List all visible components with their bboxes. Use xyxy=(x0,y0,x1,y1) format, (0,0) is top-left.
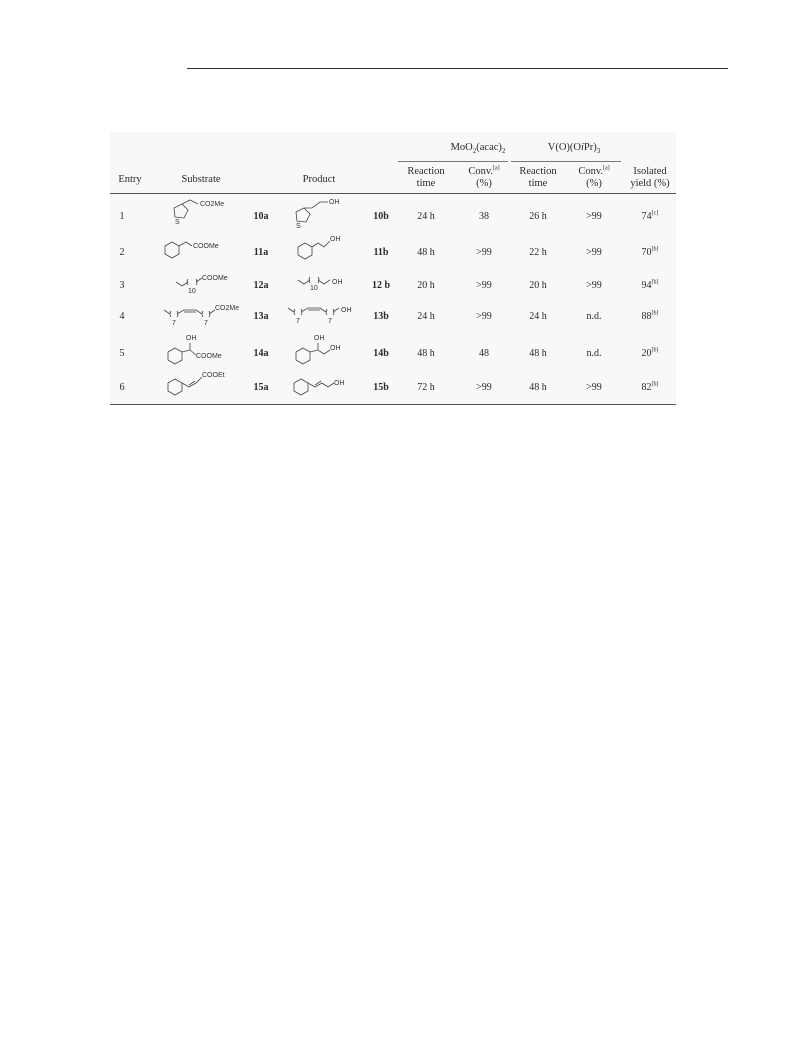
methyl-ester-chain-structure xyxy=(168,272,248,300)
substrate-label: 7 xyxy=(172,320,176,327)
v-conv-cell: n.d. xyxy=(586,311,602,322)
mo-time-cell: 48 h xyxy=(417,348,435,359)
yield-cell: 20[b] xyxy=(641,347,659,359)
v-time-cell: 48 h xyxy=(529,348,547,359)
mo-conv-cell: 38 xyxy=(479,211,489,222)
entry-cell: 6 xyxy=(119,382,125,393)
product-id: 10b xyxy=(373,211,389,222)
product-label: 7 xyxy=(296,318,300,325)
mo-time-cell: 24 h xyxy=(417,311,435,322)
fatty-alcohol-structure xyxy=(292,274,362,300)
v-reaction-time-header: Reaction time xyxy=(519,166,557,189)
product-label: OH xyxy=(330,345,341,352)
yield-cell: 82[b] xyxy=(641,381,659,393)
v-group-rule xyxy=(511,161,621,162)
product-id: 13b xyxy=(373,311,389,322)
product-label: OH xyxy=(334,380,345,387)
entry-cell: 5 xyxy=(119,348,125,359)
mo-time-cell: 20 h xyxy=(417,280,435,291)
v-time-cell: 48 h xyxy=(529,382,547,393)
product-label: OH xyxy=(314,335,325,342)
entry-header: Entry xyxy=(118,174,142,185)
yield-cell: 74[c] xyxy=(641,210,659,222)
substrate-id: 14a xyxy=(253,348,269,359)
mo-conv-cell: >99 xyxy=(476,280,492,291)
v-conv-cell: >99 xyxy=(586,247,602,258)
mo-conversion-header: Conv.[a] (%) xyxy=(468,165,500,189)
mo-time-cell: 72 h xyxy=(417,382,435,393)
v-time-cell: 22 h xyxy=(529,247,547,258)
product-label: S xyxy=(296,223,301,230)
thiophene-alcohol-structure xyxy=(292,198,362,232)
cinnamate-structure xyxy=(162,369,242,401)
v-time-cell: 26 h xyxy=(529,211,547,222)
substrate-label: S xyxy=(175,219,180,226)
product-id: 14b xyxy=(373,348,389,359)
substrate-id: 15a xyxy=(253,382,269,393)
product-label: 7 xyxy=(328,318,332,325)
v-time-cell: 20 h xyxy=(529,280,547,291)
phenylethanol-structure xyxy=(292,235,362,265)
mo-group-rule xyxy=(398,161,508,162)
mo-time-cell: 48 h xyxy=(417,247,435,258)
product-header: Product xyxy=(302,174,336,185)
substrate-label: COOEt xyxy=(202,372,225,379)
mandelate-structure xyxy=(160,332,240,370)
product-label: OH xyxy=(329,199,340,206)
mo-time-cell: 24 h xyxy=(417,211,435,222)
substrate-header: Substrate xyxy=(181,174,221,185)
mo-reaction-time-header: Reaction time xyxy=(407,166,445,189)
page-top-rule xyxy=(187,68,728,69)
product-label: OH xyxy=(330,236,341,243)
v-time-cell: 24 h xyxy=(529,311,547,322)
phenylethanediol-structure xyxy=(288,332,358,370)
substrate-id: 10a xyxy=(253,211,269,222)
substrate-label: COOMe xyxy=(196,353,222,360)
product-id: 12 b xyxy=(371,280,391,291)
v-conv-cell: >99 xyxy=(586,280,602,291)
thiophene-ester-structure xyxy=(168,196,238,230)
cinnamyl-alcohol-structure xyxy=(288,369,358,401)
entry-cell: 2 xyxy=(119,247,125,258)
results-table xyxy=(110,132,676,405)
substrate-label: 7 xyxy=(204,320,208,327)
table-bottom-rule xyxy=(110,404,676,405)
substrate-label: CO2Me xyxy=(200,201,225,208)
v-conversion-header: Conv.[a] (%) xyxy=(578,165,610,189)
substrate-id: 13a xyxy=(253,311,269,322)
mo-conv-cell: >99 xyxy=(476,311,492,322)
oleyl-alcohol-structure xyxy=(286,302,366,330)
product-label: OH xyxy=(332,279,343,286)
v-conv-cell: n.d. xyxy=(586,348,602,359)
v-catalyst-header: $V(O)(OiPr)_3$ xyxy=(547,142,601,156)
header-rule xyxy=(110,193,676,194)
phenylacetate-structure xyxy=(158,236,238,266)
yield-cell: 94[b] xyxy=(641,279,659,291)
isolated-yield-header: Isolated yield (%) xyxy=(630,166,670,189)
product-label: OH xyxy=(341,307,352,314)
product-id: 15b xyxy=(373,382,389,393)
substrate-id: 12a xyxy=(253,280,269,291)
oleate-ester-structure xyxy=(162,302,242,330)
yield-cell: 88[b] xyxy=(641,310,659,322)
substrate-label: COOMe xyxy=(193,243,219,250)
v-conv-cell: >99 xyxy=(586,382,602,393)
entry-cell: 3 xyxy=(119,280,125,291)
mo-conv-cell: >99 xyxy=(476,382,492,393)
product-label: 10 xyxy=(310,285,318,292)
entry-cell: 1 xyxy=(119,211,125,222)
mo-conv-cell: >99 xyxy=(476,247,492,258)
product-id: 11b xyxy=(373,247,389,258)
mo-conv-cell: 48 xyxy=(479,348,489,359)
yield-cell: 70[b] xyxy=(641,246,659,258)
mo-catalyst-header: $MoO_2(acac)_2$ xyxy=(450,142,506,156)
substrate-label: COOMe xyxy=(202,275,228,282)
substrate-label: 10 xyxy=(188,288,196,295)
substrate-id: 11a xyxy=(253,247,269,258)
substrate-label: CO2Me xyxy=(215,305,240,312)
entry-cell: 4 xyxy=(119,311,125,322)
v-conv-cell: >99 xyxy=(586,211,602,222)
substrate-label: OH xyxy=(186,335,197,342)
